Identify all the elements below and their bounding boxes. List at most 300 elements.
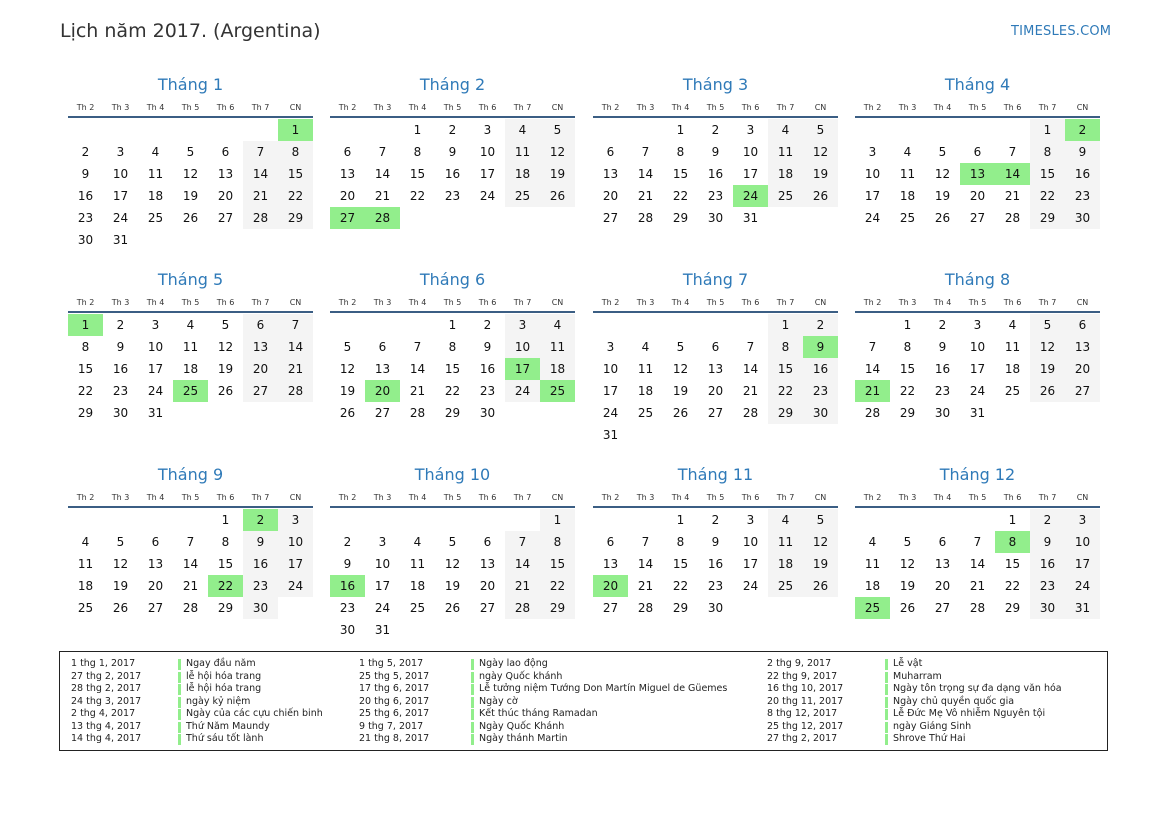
day-cell: 1 (448, 318, 457, 332)
day-cell: 31 (969, 406, 986, 420)
day-cell: 5 (803, 509, 838, 531)
day-cell: 8 (676, 145, 685, 159)
holiday-date: 27 thg 2, 2017 (767, 733, 838, 744)
holiday-day-cell: 16 (330, 575, 365, 597)
day-cell: 9 (711, 145, 720, 159)
day-cell: 13 (479, 557, 496, 571)
weekday-label: Th 2 (863, 298, 882, 307)
day-cell: 13 (374, 362, 391, 376)
holiday-name: lễ hội hóa trang (186, 683, 262, 694)
holiday-day-cell: 8 (995, 531, 1030, 553)
day-cell: 29 (672, 601, 689, 615)
weekday-label: Th 2 (863, 103, 882, 112)
weekday-label: Th 3 (111, 493, 130, 502)
day-cell: 30 (243, 597, 278, 619)
day-cell: 27 (1065, 380, 1100, 402)
weekday-label: Th 7 (513, 298, 532, 307)
empty-cell (995, 119, 1030, 141)
day-cell: 3 (116, 145, 125, 159)
day-cell: 4 (868, 535, 877, 549)
day-cell: 7 (413, 340, 422, 354)
holiday-name: lễ hội hóa trang (186, 670, 262, 682)
empty-cell (68, 119, 103, 141)
holiday-marker (471, 709, 474, 720)
day-cell: 8 (448, 340, 457, 354)
day-cell: 30 (77, 233, 94, 247)
day-cell: 16 (707, 167, 724, 181)
day-cell: 28 (409, 406, 426, 420)
holiday-day-cell: 13 (960, 163, 995, 185)
day-cell: 13 (217, 167, 234, 181)
empty-cell (855, 119, 890, 141)
day-cell: 3 (278, 509, 313, 531)
day-cell: 9 (343, 557, 352, 571)
day-cell: 9 (1030, 531, 1065, 553)
day-cell: 17 (1065, 553, 1100, 575)
day-cell: 5 (448, 535, 457, 549)
day-cell: 6 (606, 145, 615, 159)
day-grid (330, 314, 575, 424)
day-cell: 23 (1065, 185, 1100, 207)
day-cell: 15 (217, 557, 234, 571)
holiday-day-cell: 1 (278, 119, 313, 141)
empty-cell (103, 119, 138, 141)
day-cell: 26 (1030, 380, 1065, 402)
day-cell: 27 (602, 601, 619, 615)
day-cell: 31 (742, 211, 759, 225)
day-cell: 26 (339, 406, 356, 420)
month-7 (593, 270, 838, 446)
day-cell: 29 (278, 207, 313, 229)
holiday-row (359, 733, 699, 746)
holiday-row (767, 671, 1107, 684)
day-cell: 26 (672, 406, 689, 420)
empty-cell (698, 314, 733, 336)
day-cell: 20 (1065, 358, 1100, 380)
weekday-label: Th 5 (181, 103, 200, 112)
day-cell: 10 (742, 145, 759, 159)
empty-cell (400, 509, 435, 531)
weekday-label: Th 5 (443, 298, 462, 307)
day-cell: 29 (1004, 601, 1021, 615)
day-cell: 13 (147, 557, 164, 571)
day-cell: 12 (182, 167, 199, 181)
weekday-label: Th 6 (741, 103, 760, 112)
holiday-name: Muharram (893, 670, 942, 682)
day-cell: 10 (479, 145, 496, 159)
month-name: Tháng 7 (682, 270, 749, 289)
day-cell: 4 (505, 119, 540, 141)
holiday-row (767, 721, 1107, 734)
weekday-label: Th 3 (373, 298, 392, 307)
month-name: Tháng 2 (419, 75, 486, 94)
day-cell: 29 (768, 402, 803, 424)
day-cell: 21 (505, 575, 540, 597)
weekday-label: Th 5 (181, 493, 200, 502)
holiday-row (767, 696, 1107, 709)
day-cell: 18 (637, 384, 654, 398)
day-cell: 22 (444, 384, 461, 398)
empty-cell (628, 509, 663, 531)
holiday-marker (178, 684, 181, 695)
day-cell: 16 (243, 553, 278, 575)
day-cell: 24 (479, 189, 496, 203)
day-cell: 12 (444, 557, 461, 571)
day-cell: 6 (343, 145, 352, 159)
weekday-label: Th 3 (373, 493, 392, 502)
day-cell: 9 (81, 167, 90, 181)
weekday-header (68, 101, 313, 115)
day-cell: 26 (182, 211, 199, 225)
day-cell: 10 (742, 535, 759, 549)
weekday-label: Th 2 (76, 493, 95, 502)
holiday-date: 25 thg 12, 2017 (767, 720, 844, 732)
day-cell: 25 (637, 406, 654, 420)
holiday-row (359, 721, 699, 734)
day-cell: 3 (1065, 509, 1100, 531)
header-divider (593, 506, 838, 508)
day-cell: 20 (934, 579, 951, 593)
day-cell: 14 (409, 362, 426, 376)
day-cell: 16 (934, 362, 951, 376)
day-cell: 30 (803, 402, 838, 424)
day-cell: 23 (803, 380, 838, 402)
holiday-name: Ngày tôn trọng sự đa dạng văn hóa (893, 683, 1062, 694)
weekday-label: CN (551, 298, 564, 307)
day-cell: 27 (479, 601, 496, 615)
day-cell: 22 (672, 189, 689, 203)
day-cell: 14 (969, 557, 986, 571)
holiday-day-cell: 25 (173, 380, 208, 402)
day-cell: 16 (444, 167, 461, 181)
month-name: Tháng 4 (944, 75, 1011, 94)
day-cell: 18 (540, 358, 575, 380)
holiday-date: 24 thg 3, 2017 (71, 695, 142, 707)
holiday-row (359, 683, 728, 696)
weekday-header (855, 296, 1100, 310)
day-cell: 3 (505, 314, 540, 336)
weekday-label: Th 2 (76, 298, 95, 307)
weekday-label: Th 4 (933, 493, 952, 502)
day-cell: 4 (768, 509, 803, 531)
day-cell: 4 (413, 535, 422, 549)
day-cell: 29 (540, 597, 575, 619)
day-cell: 11 (147, 167, 164, 181)
holiday-marker (885, 659, 888, 670)
month-12 (855, 465, 1100, 619)
empty-cell (960, 119, 995, 141)
day-cell: 8 (1030, 141, 1065, 163)
header-divider (68, 506, 313, 508)
day-cell: 3 (151, 318, 160, 332)
empty-cell (663, 314, 698, 336)
day-cell: 28 (742, 406, 759, 420)
day-cell: 24 (969, 384, 986, 398)
day-cell: 10 (278, 531, 313, 553)
weekday-label: CN (289, 493, 302, 502)
holiday-date: 28 thg 2, 2017 (71, 683, 142, 694)
day-cell: 24 (742, 579, 759, 593)
day-cell: 30 (934, 406, 951, 420)
day-cell: 24 (374, 601, 391, 615)
day-cell: 17 (479, 167, 496, 181)
day-cell: 6 (606, 535, 615, 549)
holiday-date: 2 thg 4, 2017 (71, 708, 136, 719)
day-cell: 7 (973, 535, 982, 549)
day-cell: 2 (343, 535, 352, 549)
day-cell: 11 (899, 167, 916, 181)
day-cell: 1 (413, 123, 422, 137)
day-cell: 11 (768, 531, 803, 553)
page-title: Lịch năm 2017. (Argentina) (60, 20, 321, 42)
day-cell: 4 (768, 119, 803, 141)
weekday-header (330, 296, 575, 310)
day-grid (593, 509, 838, 619)
day-cell: 12 (540, 141, 575, 163)
day-cell: 21 (969, 579, 986, 593)
day-cell: 15 (672, 167, 689, 181)
day-cell: 28 (278, 380, 313, 402)
day-cell: 13 (602, 557, 619, 571)
day-cell: 27 (217, 211, 234, 225)
day-cell: 10 (505, 336, 540, 358)
holiday-date: 20 thg 11, 2017 (767, 695, 844, 707)
day-cell: 24 (505, 380, 540, 402)
day-cell: 25 (899, 211, 916, 225)
empty-cell (470, 509, 505, 531)
day-cell: 18 (768, 553, 803, 575)
day-cell: 5 (903, 535, 912, 549)
header-divider (593, 311, 838, 313)
empty-cell (103, 509, 138, 531)
day-cell: 8 (768, 336, 803, 358)
empty-cell (733, 314, 768, 336)
day-cell: 5 (1030, 314, 1065, 336)
holiday-marker (471, 672, 474, 683)
day-cell: 26 (803, 185, 838, 207)
day-cell: 7 (186, 535, 195, 549)
day-cell: 1 (903, 318, 912, 332)
day-cell: 19 (540, 163, 575, 185)
day-cell: 21 (409, 384, 426, 398)
holiday-row (359, 708, 699, 721)
weekday-header (593, 491, 838, 505)
day-cell: 11 (505, 141, 540, 163)
day-cell: 22 (278, 185, 313, 207)
empty-cell (365, 119, 400, 141)
day-cell: 7 (243, 141, 278, 163)
day-cell: 18 (505, 163, 540, 185)
day-cell: 15 (768, 358, 803, 380)
day-cell: 4 (1008, 318, 1017, 332)
holiday-name: Lễ vật (893, 658, 923, 669)
holiday-day-cell: 14 (995, 163, 1030, 185)
month-3 (593, 75, 838, 229)
holiday-marker (885, 734, 888, 745)
day-cell: 27 (707, 406, 724, 420)
day-cell: 30 (339, 623, 356, 637)
day-cell: 5 (540, 119, 575, 141)
day-cell: 13 (243, 336, 278, 358)
day-cell: 2 (448, 123, 457, 137)
day-cell: 4 (151, 145, 160, 159)
month-name: Tháng 11 (677, 465, 754, 484)
month-9 (68, 465, 313, 619)
day-cell: 30 (707, 211, 724, 225)
empty-cell (173, 119, 208, 141)
day-cell: 24 (1065, 575, 1100, 597)
day-cell: 9 (448, 145, 457, 159)
holiday-name: Ngày thánh Martin (479, 733, 568, 744)
holiday-date: 2 thg 9, 2017 (767, 658, 832, 669)
day-cell: 3 (746, 513, 755, 527)
day-cell: 7 (641, 535, 650, 549)
weekday-header (593, 296, 838, 310)
day-cell: 22 (899, 384, 916, 398)
day-cell: 7 (746, 340, 755, 354)
day-cell: 29 (1030, 207, 1065, 229)
holiday-date: 25 thg 6, 2017 (359, 708, 430, 719)
day-cell: 15 (1004, 557, 1021, 571)
holiday-date: 13 thg 4, 2017 (71, 720, 142, 732)
day-cell: 28 (505, 597, 540, 619)
day-cell: 26 (934, 211, 951, 225)
day-cell: 6 (243, 314, 278, 336)
day-cell: 14 (182, 557, 199, 571)
day-cell: 8 (540, 531, 575, 553)
day-grid (68, 119, 313, 251)
holiday-day-cell: 2 (1065, 119, 1100, 141)
empty-cell (330, 314, 365, 336)
day-cell: 14 (505, 553, 540, 575)
holiday-row (767, 708, 1107, 721)
day-cell: 7 (641, 145, 650, 159)
holiday-date: 20 thg 6, 2017 (359, 695, 430, 707)
day-cell: 29 (444, 406, 461, 420)
day-cell: 2 (1030, 509, 1065, 531)
day-cell: 5 (116, 535, 125, 549)
day-cell: 25 (768, 185, 803, 207)
day-cell: 9 (116, 340, 125, 354)
day-cell: 2 (803, 314, 838, 336)
weekday-label: CN (1076, 493, 1089, 502)
empty-cell (138, 509, 173, 531)
weekday-label: Th 6 (741, 298, 760, 307)
holiday-name: Ngày cờ (479, 695, 518, 707)
weekday-label: Th 7 (1038, 298, 1057, 307)
weekday-label: Th 2 (601, 493, 620, 502)
day-cell: 8 (221, 535, 230, 549)
empty-cell (855, 509, 890, 531)
day-cell: 1 (768, 314, 803, 336)
weekday-label: Th 5 (443, 103, 462, 112)
holiday-column-3 (767, 658, 1107, 746)
day-cell: 10 (1065, 531, 1100, 553)
day-cell: 21 (1004, 189, 1021, 203)
holiday-date: 22 thg 9, 2017 (767, 670, 838, 682)
day-cell: 5 (186, 145, 195, 159)
weekday-label: Th 3 (898, 298, 917, 307)
month-5 (68, 270, 313, 424)
day-cell: 22 (540, 575, 575, 597)
weekday-label: Th 7 (513, 493, 532, 502)
day-cell: 20 (602, 189, 619, 203)
day-cell: 24 (602, 406, 619, 420)
header-divider (330, 311, 575, 313)
month-name: Tháng 9 (157, 465, 224, 484)
holiday-name: Lễ Đức Mẹ Vô nhiễm Nguyên tội (893, 708, 1046, 719)
brand-link[interactable]: TIMESLES.COM (1011, 24, 1112, 39)
weekday-label: CN (1076, 103, 1089, 112)
weekday-header (68, 296, 313, 310)
day-cell: 4 (81, 535, 90, 549)
empty-cell (505, 509, 540, 531)
month-name: Tháng 1 (157, 75, 224, 94)
day-grid (68, 509, 313, 619)
day-cell: 16 (77, 189, 94, 203)
day-cell: 15 (409, 167, 426, 181)
header-divider (68, 311, 313, 313)
day-cell: 14 (243, 163, 278, 185)
day-cell: 17 (969, 362, 986, 376)
holiday-date: 14 thg 4, 2017 (71, 733, 142, 744)
header-divider (68, 116, 313, 118)
day-cell: 6 (378, 340, 387, 354)
day-cell: 18 (77, 579, 94, 593)
holiday-day-cell: 1 (68, 314, 103, 336)
day-cell: 6 (938, 535, 947, 549)
month-name: Tháng 10 (414, 465, 491, 484)
day-cell: 27 (243, 380, 278, 402)
holiday-marker (178, 659, 181, 670)
weekday-header (68, 491, 313, 505)
day-cell: 6 (1065, 314, 1100, 336)
header-divider (593, 116, 838, 118)
day-grid (593, 314, 838, 446)
weekday-header (855, 491, 1100, 505)
weekday-label: Th 3 (898, 493, 917, 502)
day-cell: 18 (864, 579, 881, 593)
weekday-label: Th 5 (968, 103, 987, 112)
day-cell: 16 (1065, 163, 1100, 185)
weekday-label: Th 6 (478, 493, 497, 502)
holiday-row (767, 683, 1107, 696)
day-cell: 9 (243, 531, 278, 553)
day-cell: 20 (707, 384, 724, 398)
day-cell: 13 (934, 557, 951, 571)
day-cell: 18 (409, 579, 426, 593)
day-cell: 7 (278, 314, 313, 336)
day-cell: 21 (637, 189, 654, 203)
day-cell: 11 (77, 557, 94, 571)
day-cell: 16 (479, 362, 496, 376)
header-divider (330, 506, 575, 508)
month-name: Tháng 5 (157, 270, 224, 289)
day-cell: 25 (409, 601, 426, 615)
day-cell: 1 (1008, 513, 1017, 527)
weekday-label: Th 5 (181, 298, 200, 307)
empty-cell (593, 509, 628, 531)
day-cell: 12 (1030, 336, 1065, 358)
day-cell: 10 (374, 557, 391, 571)
day-cell: 9 (711, 535, 720, 549)
day-cell: 25 (77, 601, 94, 615)
day-cell: 18 (1004, 362, 1021, 376)
day-cell: 25 (147, 211, 164, 225)
day-grid (855, 314, 1100, 424)
day-cell: 11 (540, 336, 575, 358)
weekday-label: Th 6 (478, 298, 497, 307)
